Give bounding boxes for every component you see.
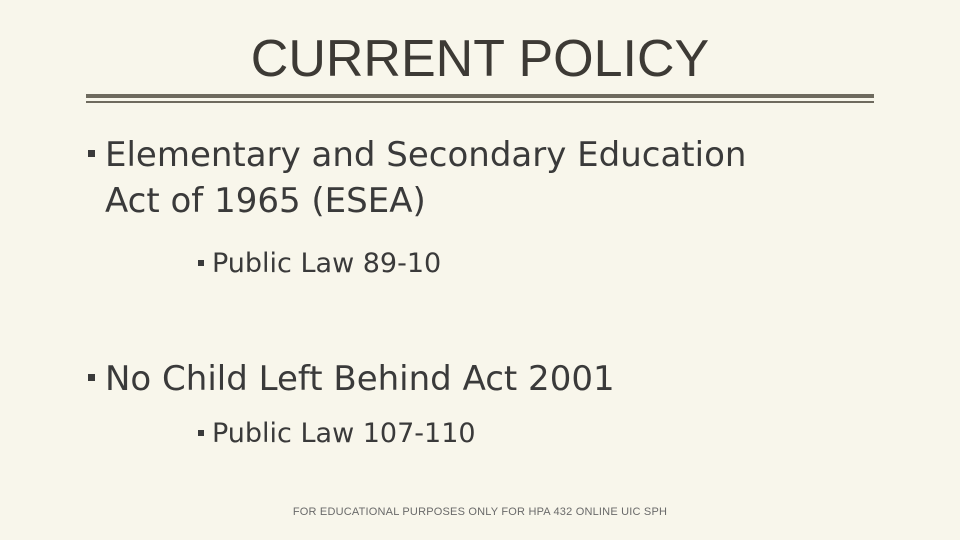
square-bullet-icon [198,430,204,436]
bullet-esea [88,132,868,224]
title-rule-thin [86,101,874,103]
title-rule-thick [86,94,874,98]
slide-title: CURRENT POLICY [250,30,710,88]
bullet-esea-line1: Elementary and Secondary Education [105,135,747,175]
footer-note: FOR EDUCATIONAL PURPOSES ONLY FOR HPA 432 ONLINE UIC SPH [292,506,668,518]
sub-bullet-public-law-89-10 [198,246,441,282]
square-bullet-icon [198,260,204,266]
bullet-nclb [88,356,868,402]
sub-bullet-public-law-107-110 [198,416,476,452]
square-bullet-icon [88,374,95,381]
sub-bullet-label: Public Law 107-110 [212,418,476,449]
bullet-nclb-line1: No Child Left Behind Act 2001 [105,359,615,399]
bullet-esea-line2: Act of 1965 (ESEA) [105,181,426,221]
sub-bullet-label: Public Law 89-10 [212,248,442,279]
square-bullet-icon [88,150,95,157]
